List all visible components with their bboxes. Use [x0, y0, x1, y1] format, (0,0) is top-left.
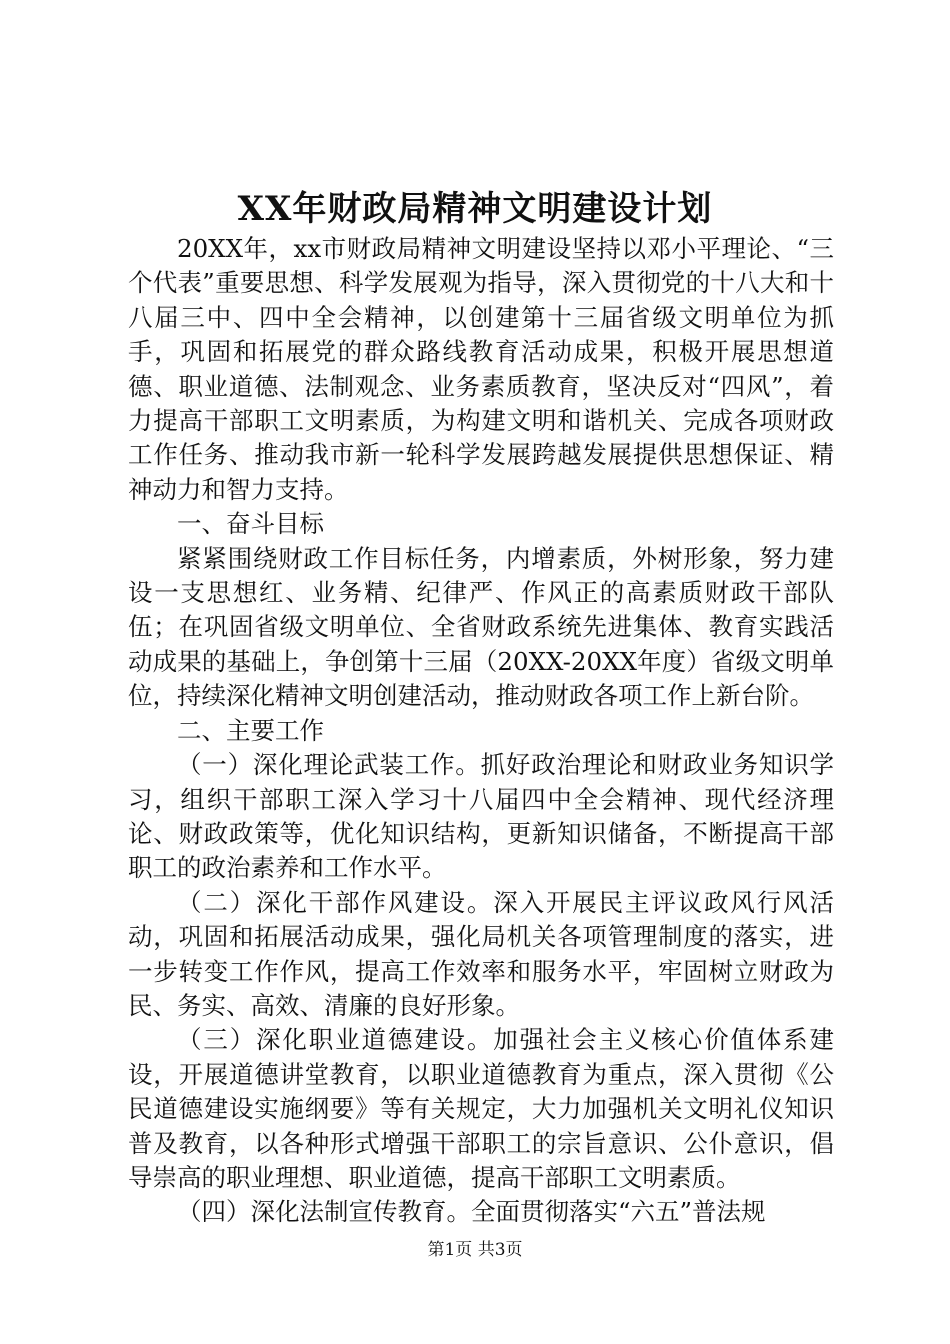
- paragraph-item-1: （一）深化理论武装工作。抓好政治理论和财政业务知识学习，组织干部职工深入学习十八届四中全会精神、现代经济理论、财政政策等，优化知识结构，更新知识储备，不断提高干部职工的政治素养和工作水平。: [128, 750, 834, 883]
- page-number-footer: 第1页 共3页: [427, 1240, 523, 1260]
- document-body: [128, 232, 834, 1230]
- paragraph-goals: 紧紧围绕财政工作目标任务，内增素质，外树形象，努力建设一支思想红、业务精、纪律严、作风正的高素质财政干部队伍；在巩固省级文明单位、全省财政系统先进集体、教育实践活动成果的基础上，争创第十三届（20XX-20XX年度）省级文明单位，持续深化精神文明创建活动，推动财政各项工作上新台阶。: [128, 543, 834, 711]
- document-title: XX年财政局精神文明建设计划: [237, 189, 713, 229]
- section-heading-goals: 一、奋斗目标: [177, 509, 324, 539]
- paragraph-item-3: （三）深化职业道德建设。加强社会主义核心价值体系建设，开展道德讲堂教育，以职业道德教育为重点，深入贯彻《公民道德建设实施纲要》等有关规定，大力加强机关文明礼仪知识普及教育，以各种形式增强干部职工的宗旨意识、公仆意识，倡导崇高的职业理想、职业道德，提高干部职工文明素质。: [128, 1025, 834, 1192]
- paragraph-intro: 20XX年，xx市财政局精神文明建设坚持以邓小平理论、“三个代表”重要思想、科学发展观为指导，深入贯彻党的十八大和十八届三中、四中全会精神，以创建第十三届省级文明单位为抓手，巩固和拓展党的群众路线教育活动成果，积极开展思想道德、职业道德、法制观念、业务素质教育，坚决反对“四风”，着力提高干部职工文明素质，为构建文明和谐机关、完成各项财政工作任务、推动我市新一轮科学发展跨越发展提供思想保证、精神动力和智力支持。: [128, 234, 834, 504]
- paragraph-item-4: （四）深化法制宣传教育。全面贯彻落实“六五”普法规: [177, 1197, 766, 1227]
- section-heading-main-work: 二、主要工作: [177, 715, 324, 745]
- paragraph-item-2: （二）深化干部作风建设。深入开展民主评议政风行风活动，巩固和拓展活动成果，强化局机关各项管理制度的落实，进一步转变工作作风，提高工作效率和服务水平，牢固树立财政为民、务实、高效、清廉的良好形象。: [128, 887, 834, 1020]
